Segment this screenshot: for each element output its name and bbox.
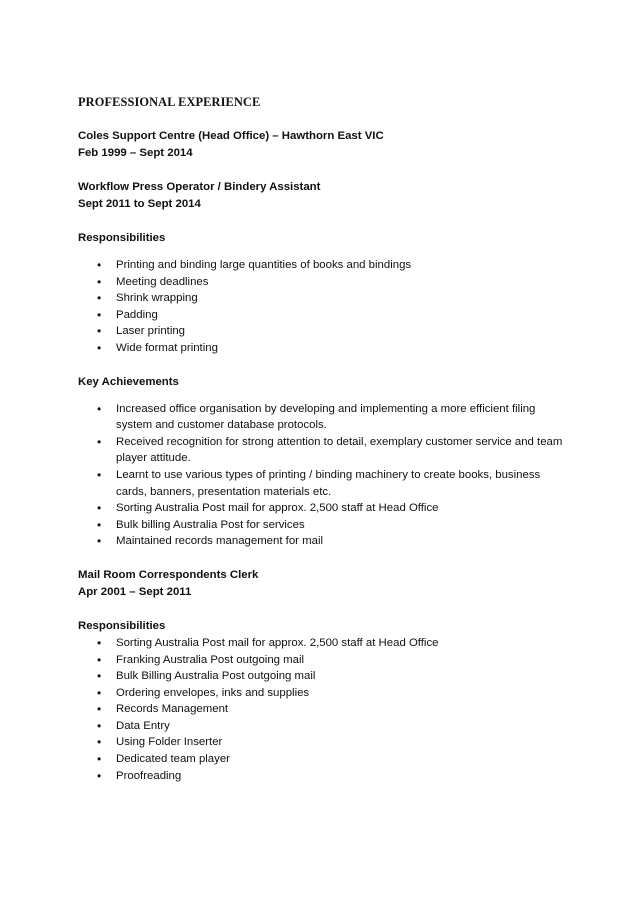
list-item-text: Proofreading <box>116 769 182 782</box>
bullet-icon: • <box>97 307 102 322</box>
list-item <box>78 290 578 307</box>
list-item <box>78 668 578 685</box>
bullet-icon: • <box>97 291 102 306</box>
list-item <box>78 323 578 340</box>
list-item-text: Learnt to use various types of printing / binding machinery to create books, business cards, banners, presentation materials etc. <box>116 468 541 498</box>
employer-dates: Feb 1999 – Sept 2014 <box>78 147 193 159</box>
bullet-icon: • <box>97 669 102 684</box>
bullet-icon: • <box>97 274 102 289</box>
list-item-text: Records Management <box>116 703 229 716</box>
bullet-icon: • <box>97 702 102 717</box>
bullet-icon: • <box>97 324 102 339</box>
list-item <box>78 751 578 768</box>
list-item-text: Increased office organisation by developing and implementing a more efficient filing system and customer database protocols. <box>116 402 536 432</box>
list-item-text: Sorting Australia Post mail for approx. 2,500 staff at Head Office <box>116 636 439 649</box>
list-item-text: Shrink wrapping <box>116 292 198 305</box>
list-item-text: Laser printing <box>116 325 186 338</box>
spacer <box>78 357 578 374</box>
bullet-icon: • <box>97 517 102 532</box>
list-item <box>78 257 578 274</box>
list-item <box>78 701 578 718</box>
spacer <box>78 247 578 257</box>
list-item-text: Wide format printing <box>116 341 218 354</box>
list-item-text: Meeting deadlines <box>116 275 209 288</box>
list-item-text: Bulk billing Australia Post for services <box>116 518 305 531</box>
role2-responsibilities-list <box>78 635 578 784</box>
list-item <box>78 734 578 751</box>
role2-title: Mail Room Correspondents Clerk <box>78 568 259 581</box>
list-item <box>78 533 571 550</box>
spacer <box>78 162 578 179</box>
bullet-icon: • <box>97 467 102 482</box>
bullet-icon: • <box>97 434 102 449</box>
role2-responsibilities-heading: Responsibilities <box>78 619 166 632</box>
list-item <box>78 340 578 357</box>
resume-page <box>78 94 578 784</box>
list-item <box>78 517 571 534</box>
list-item <box>78 307 578 324</box>
role1-achievements-list <box>78 401 578 550</box>
bullet-icon: • <box>97 501 102 516</box>
role1-title: Workflow Press Operator / Bindery Assistant <box>78 181 321 193</box>
list-item <box>78 434 571 467</box>
list-item-text: Maintained records management for mail <box>116 535 324 548</box>
bullet-icon: • <box>97 652 102 667</box>
bullet-icon: • <box>97 340 102 355</box>
role2-dates: Apr 2001 – Sept 2011 <box>78 585 192 598</box>
list-item <box>78 718 578 735</box>
list-item <box>78 768 578 785</box>
list-item-text: Dedicated team player <box>116 753 230 766</box>
list-item-text: Bulk Billing Australia Post outgoing mail <box>116 670 316 683</box>
role1-responsibilities-heading: Responsibilities <box>78 232 166 244</box>
bullet-icon: • <box>97 752 102 767</box>
role1-responsibilities-list <box>78 257 578 357</box>
spacer <box>78 213 578 230</box>
list-item <box>78 401 571 434</box>
bullet-icon: • <box>97 401 102 416</box>
list-item-text: Franking Australia Post outgoing mail <box>116 653 305 666</box>
list-item-text: Received recognition for strong attention to detail, exemplary customer service and team player attitude. <box>116 435 563 465</box>
bullet-icon: • <box>97 735 102 750</box>
list-item-text: Printing and binding large quantities of books and bindings <box>116 259 412 271</box>
employer-name: Coles Support Centre (Head Office) – Hawthorn East VIC <box>78 130 384 142</box>
spacer <box>78 601 578 618</box>
section-title: PROFESSIONAL EXPERIENCE <box>78 95 261 109</box>
list-item <box>78 652 578 669</box>
spacer <box>78 550 578 567</box>
role1-achievements-heading: Key Achievements <box>78 375 179 388</box>
list-item-text: Padding <box>116 308 158 321</box>
list-item <box>78 500 571 517</box>
list-item-text: Ordering envelopes, inks and supplies <box>116 686 310 699</box>
list-item <box>78 274 578 291</box>
bullet-icon: • <box>97 534 102 549</box>
spacer <box>78 391 578 401</box>
bullet-icon: • <box>97 768 102 783</box>
list-item <box>78 685 578 702</box>
bullet-icon: • <box>97 718 102 733</box>
bullet-icon: • <box>97 635 102 650</box>
list-item-text: Data Entry <box>116 719 170 732</box>
spacer <box>78 111 578 128</box>
bullet-icon: • <box>97 685 102 700</box>
list-item-text: Sorting Australia Post mail for approx. 2,500 staff at Head Office <box>116 502 439 515</box>
list-item <box>78 635 578 652</box>
list-item-text: Using Folder Inserter <box>116 736 223 749</box>
role1-dates: Sept 2011 to Sept 2014 <box>78 198 201 210</box>
list-item <box>78 467 571 500</box>
bullet-icon: • <box>97 258 102 272</box>
